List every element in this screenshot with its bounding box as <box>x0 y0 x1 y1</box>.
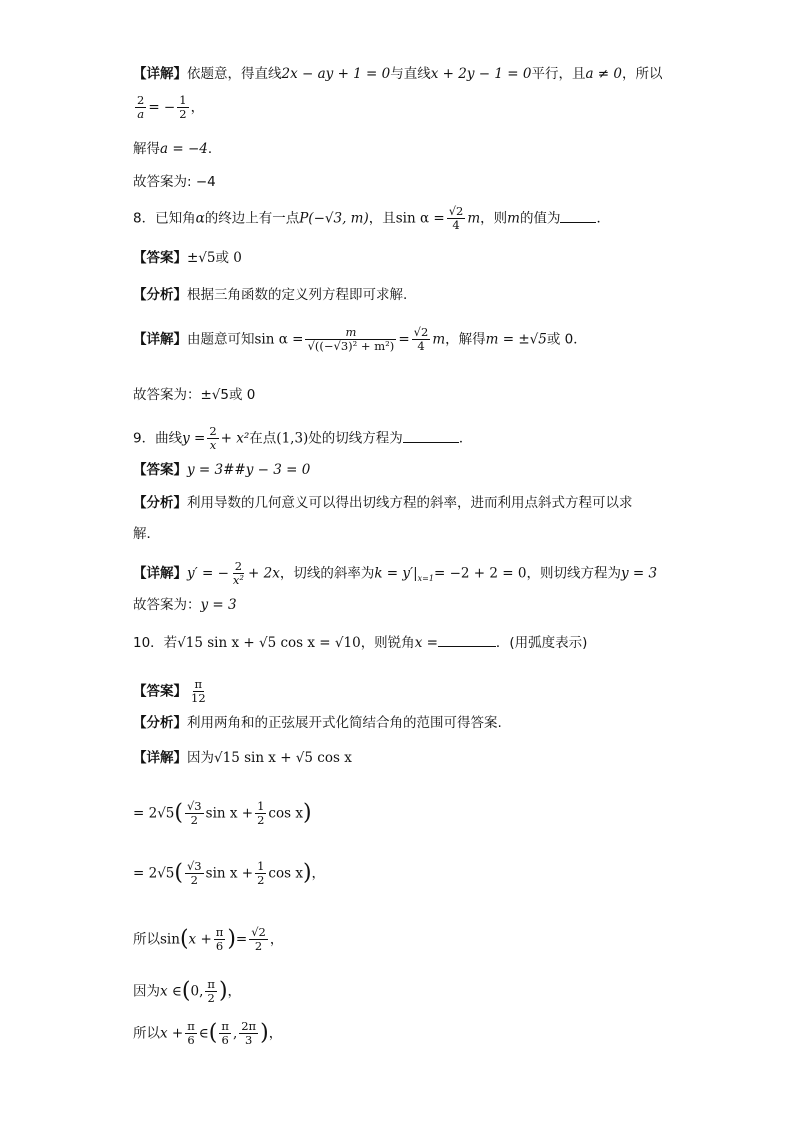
fraction <box>185 800 204 827</box>
q8-t5: ． <box>596 210 610 227</box>
q10-t1: ，则锐角 <box>360 635 415 651</box>
detail-label: 【详解】 <box>133 331 187 348</box>
q8-m: m <box>467 210 481 227</box>
analysis-label: 【分析】 <box>133 495 187 511</box>
q9-tangent: y = 3 <box>620 565 658 582</box>
numerator: π <box>221 1019 229 1033</box>
q10-so2-x: x + <box>160 1025 184 1042</box>
q10-because-expr: x ∈ <box>160 983 182 1000</box>
answer-label: 【答案】 <box>133 462 187 478</box>
denominator: 6 <box>187 1033 195 1047</box>
q10-analysis-text: 利用两角和的正弦展开式化简结合角的范围可得答案. <box>187 715 502 731</box>
numerator: π <box>187 1019 195 1033</box>
denominator: 2 <box>190 813 198 827</box>
q10-step-end: cos x <box>268 805 303 822</box>
q8-detail-post: ，解得 <box>445 331 486 348</box>
q8-sin: sin α = <box>395 210 445 227</box>
numerator: π <box>215 925 224 939</box>
fraction <box>177 94 188 121</box>
q10-so1-arg: x + <box>188 931 212 948</box>
analysis-label: 【分析】 <box>133 287 187 303</box>
q8-detail-end: 或 0． <box>546 331 587 348</box>
q10-so2-pre: 所以 <box>133 1025 160 1042</box>
q8-detail-result: m = ±√5 <box>485 331 547 348</box>
detail-label: 【详解】 <box>133 565 187 582</box>
analysis-label: 【分析】 <box>133 715 187 731</box>
fraction <box>412 326 431 353</box>
fraction <box>447 205 466 232</box>
q9-point: (1,3) <box>276 430 309 447</box>
denominator: x² <box>232 573 245 587</box>
paren-left: ( <box>174 800 183 826</box>
q7-detail-text: 依题意，得直线 <box>187 66 282 82</box>
fraction <box>135 94 146 121</box>
q9-final <box>133 595 237 615</box>
numerator: π <box>194 677 203 691</box>
q7-eq-end: ， <box>190 99 205 116</box>
q10-num: 10．若 <box>133 635 178 651</box>
q8-question <box>133 205 610 232</box>
q10-step-mid: sin x + <box>205 805 254 822</box>
answer-blank <box>560 210 596 223</box>
q8-analysis <box>133 285 407 305</box>
denominator: a <box>137 107 145 121</box>
q10-answer <box>133 678 210 705</box>
numerator: √2 <box>251 925 266 939</box>
q9-num: 9．曲线 <box>133 430 183 447</box>
q10-detail-pre: 因为 <box>187 750 214 766</box>
q9-final-pre: 故答案为： <box>133 597 201 613</box>
q10-so2 <box>133 1020 282 1047</box>
q10-because <box>133 978 241 1005</box>
numerator: 1 <box>257 859 265 873</box>
numerator: π <box>207 977 215 991</box>
q8-answer <box>133 248 242 268</box>
paren-right: ) <box>302 800 312 826</box>
denominator: 2 <box>190 873 198 887</box>
q9-detail-pre: y′ = − <box>187 565 229 582</box>
q10-detail-expr: √15 sin x + √5 cos x <box>214 750 352 766</box>
q7-mid: 与直线 <box>390 66 431 82</box>
numerator: √2 <box>448 204 464 218</box>
paren-right: ) <box>218 978 228 1004</box>
q10-t2: ．(用弧度表示) <box>495 635 588 651</box>
q9-detail <box>133 560 657 589</box>
comma: , <box>232 1025 238 1042</box>
q9-t5: ，则切线方程为 <box>526 565 621 582</box>
paren-right: ) <box>227 926 236 952</box>
numerator: 1 <box>179 93 187 107</box>
q10-step2 <box>133 860 325 887</box>
denominator: 6 <box>221 1033 229 1047</box>
numerator: √3 <box>186 859 202 873</box>
q10-so1 <box>133 926 283 953</box>
q7-detail-line <box>133 64 663 84</box>
q9-analysis <box>133 493 633 513</box>
numerator: 2 <box>137 93 145 107</box>
paren-left: ( <box>181 978 191 1004</box>
numerator: 1 <box>257 799 265 813</box>
answer-label: 【答案】 <box>133 683 187 700</box>
q10-because-pre: 因为 <box>133 983 160 1000</box>
q8-analysis-text: 根据三角函数的定义列方程即可求解. <box>187 287 408 303</box>
paren-left: ( <box>179 926 189 952</box>
q7-post: 平行，且 <box>531 66 586 82</box>
q8-final: 故答案为：±√5或 0 <box>133 387 256 403</box>
q10-so1-pre: 所以 <box>133 931 160 948</box>
q10-eq: √15 sin x + √5 cos x = √10 <box>177 635 361 651</box>
q8-detail <box>133 326 587 353</box>
q10-step-comma: ， <box>311 865 326 882</box>
q7-tail: ，所以 <box>622 66 663 82</box>
denominator: x <box>209 438 217 452</box>
q8-point: P(−√3, m) <box>299 210 369 227</box>
q7-final: 故答案为: −4 <box>133 174 216 190</box>
answer-blank <box>403 430 459 443</box>
q9-question <box>133 425 472 452</box>
q9-t2: 处的切线方程为 <box>308 430 403 447</box>
paren-right: ) <box>260 1020 269 1046</box>
numerator: √2 <box>413 325 429 339</box>
fraction <box>185 1020 197 1047</box>
q9-slope-sub: x=1 <box>417 574 434 584</box>
answer-blank <box>438 634 496 647</box>
fraction <box>249 926 268 953</box>
detail-label: 【详解】 <box>133 66 187 82</box>
q9-final-val: y = 3 <box>200 597 237 613</box>
fraction <box>214 926 226 953</box>
denominator: 12 <box>191 691 206 705</box>
q10-because-end: ， <box>227 983 242 1000</box>
denominator: 6 <box>215 939 224 953</box>
q10-detail <box>133 748 352 768</box>
q10-because-0: 0, <box>190 983 204 1000</box>
q7-solve-val: a = −4 <box>160 141 208 157</box>
denominator: √((−√3)² + m²) <box>307 339 395 353</box>
paren-left: ( <box>174 860 183 886</box>
q7-solve-pre: 解得 <box>133 141 160 157</box>
q10-so1-end: ， <box>269 931 284 948</box>
fraction <box>239 1020 258 1047</box>
denominator: 2 <box>257 813 265 827</box>
fraction <box>219 1020 231 1047</box>
q8-num: 8．已知角 <box>133 210 196 227</box>
q8-m3: m <box>432 331 446 348</box>
denominator: 4 <box>417 339 425 353</box>
q7-equation <box>133 94 204 121</box>
q8-t4: 的值为 <box>519 210 561 227</box>
q9-answer <box>133 460 310 480</box>
denominator: 2 <box>254 939 263 953</box>
fraction <box>205 978 217 1005</box>
q7-solve-end: ． <box>207 141 222 157</box>
q7-line2: x + 2y − 1 = 0 <box>430 66 532 82</box>
denominator: 2 <box>257 873 265 887</box>
q10-so2-end: ， <box>268 1025 283 1042</box>
denominator: 2 <box>207 991 215 1005</box>
q8-m2: m <box>507 210 520 227</box>
q7-solve <box>133 139 221 159</box>
q8-detail-sin: sin α = <box>254 331 304 348</box>
fraction <box>255 800 266 827</box>
fraction <box>255 860 266 887</box>
q9-slope: k = y′| <box>374 565 418 582</box>
q9-curve-pre: y = <box>182 430 206 447</box>
denominator: 3 <box>245 1033 253 1047</box>
paren-left: ( <box>208 1020 218 1046</box>
q8-detail-eq: = <box>398 331 410 348</box>
q9-answer-value: y = 3##y − 3 = 0 <box>187 462 311 478</box>
q9-t3: ． <box>458 430 473 447</box>
answer-label: 【答案】 <box>133 250 187 266</box>
q10-step-mid: sin x + <box>205 865 254 882</box>
denominator: 2 <box>179 107 187 121</box>
q9-t1: 在点 <box>249 430 277 447</box>
numerator: 2π <box>241 1019 257 1033</box>
detail-label: 【详解】 <box>133 750 187 766</box>
q8-t2: ，且 <box>368 210 396 227</box>
q8-t3: ，则 <box>480 210 508 227</box>
q10-so1-eq: = <box>235 931 248 948</box>
q9-curve-post: + x² <box>220 430 250 447</box>
q8-t1: 的终边上有一点 <box>204 210 300 227</box>
q7-eq-mid: = − <box>148 99 176 116</box>
q10-x: x = <box>414 635 438 651</box>
q9-t4: ，切线的斜率为 <box>279 565 375 582</box>
q10-question <box>133 633 587 653</box>
numerator: 2 <box>234 559 243 573</box>
numerator: 2 <box>209 424 217 438</box>
q7-cond: a ≠ 0 <box>585 66 622 82</box>
fraction <box>231 560 246 587</box>
q9-detail-post: + 2x <box>248 565 280 582</box>
fraction <box>189 678 208 705</box>
q10-step-coef: = 2√5 <box>133 865 175 882</box>
fraction <box>207 425 218 452</box>
q9-slope-post: = −2 + 2 = 0 <box>433 565 527 582</box>
fraction <box>185 860 204 887</box>
fraction <box>305 326 396 353</box>
q8-detail-pre: 由题意可知 <box>187 331 255 348</box>
paren-right: ) <box>302 860 312 886</box>
q9-analysis-cont: 解． <box>133 526 160 542</box>
q10-so1-sin: sin <box>160 931 180 948</box>
q10-step1 <box>133 800 312 827</box>
q10-step-coef: = 2√5 <box>133 805 175 822</box>
q10-step-end: cos x <box>268 865 303 882</box>
q8-alpha: α <box>195 210 205 227</box>
denominator: 4 <box>452 218 460 232</box>
q10-so2-in: ∈ <box>198 1025 209 1042</box>
q7-line1: 2x − ay + 1 = 0 <box>281 66 391 82</box>
numerator: m <box>305 326 396 340</box>
q8-answer-value: ±√5或 0 <box>187 250 242 266</box>
q9-analysis-text: 利用导数的几何意义可以得出切线方程的斜率，进而利用点斜式方程可以求 <box>187 495 633 511</box>
numerator: √3 <box>186 799 202 813</box>
q10-analysis <box>133 713 502 733</box>
